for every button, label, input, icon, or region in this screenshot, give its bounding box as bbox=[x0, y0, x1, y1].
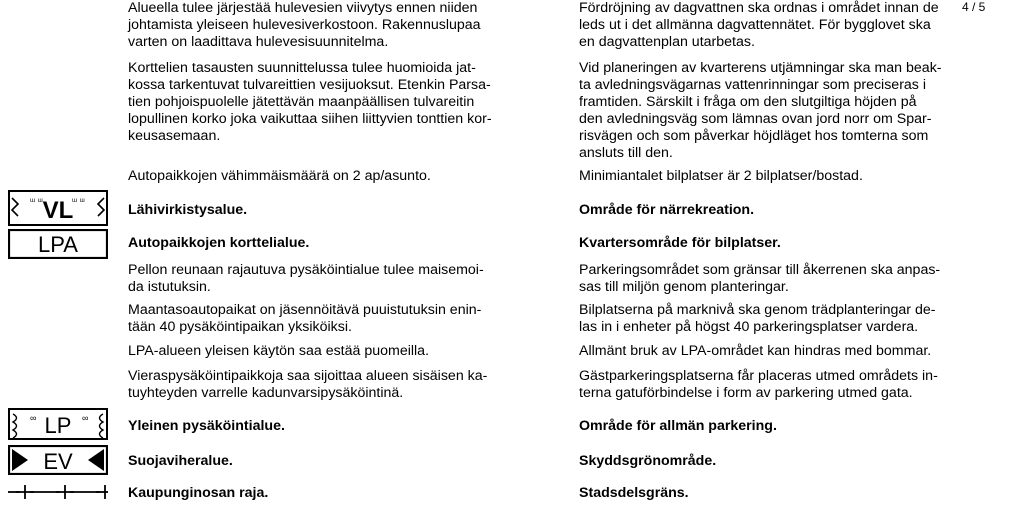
zone-title-fi: Lähivirkistysalue. bbox=[128, 202, 248, 218]
svg-text:∞: ∞ bbox=[82, 413, 89, 423]
regulation-fi-line: Autopaikkojen vähimmäismäärä on 2 ap/asunto. bbox=[128, 168, 431, 184]
regulation-sv-line: risvägen och som påverkar höjdläget hos tomterna som bbox=[579, 128, 929, 144]
lp-zone-symbol bbox=[8, 408, 108, 440]
regulation-fi-line: LPA-alueen yleisen käytön saa estää puomeilla. bbox=[128, 343, 430, 359]
lpa-zone-symbol bbox=[8, 229, 108, 259]
regulation-fi-line: Korttelien tasausten suunnittelussa tulee huomioida jat- bbox=[128, 60, 476, 76]
regulation-sv-line: Minimiantalet bilplatser är 2 bilplatser/bostad. bbox=[579, 168, 863, 184]
zone-title-sv: Skyddsgrönområde. bbox=[579, 453, 717, 469]
regulation-fi-line: tien pohjoispuolelle jätettävän maanpäällisen tulvareitin bbox=[128, 94, 475, 110]
svg-text:EV: EV bbox=[43, 449, 73, 474]
zone-title-sv: Område för närrekreation. bbox=[579, 202, 755, 218]
page-number: 4 / 5 bbox=[962, 0, 986, 14]
regulation-sv-line: framtiden. Särskilt i fråga om den slutgiltiga höjden på bbox=[579, 94, 917, 110]
zone-title-fi: Yleinen pysäköintialue. bbox=[128, 418, 285, 434]
regulation-fi-line: varten on laadittava hulevesisuunnitelma. bbox=[128, 34, 389, 50]
regulation-fi-line: Alueella tulee järjestää hulevesien viivytys ennen niiden bbox=[128, 0, 478, 16]
svg-text:∞: ∞ bbox=[30, 413, 37, 423]
zone-title-fi: Autopaikkojen korttelialue. bbox=[128, 235, 310, 251]
regulation-sv-line: Fördröjning av dagvattnen ska ordnas i området innan de bbox=[579, 0, 939, 16]
regulation-sv-line: Allmänt bruk av LPA-området kan hindras med bommar. bbox=[579, 343, 932, 359]
regulation-fi-line: keusasemaan. bbox=[128, 128, 221, 144]
regulation-sv-line: las in i enheter på högst 40 parkeringsplatser vardera. bbox=[579, 319, 919, 335]
zone-title-sv: Kvartersområde för bilplatser. bbox=[579, 235, 781, 251]
regulation-sv-line: sas till miljön genom planteringar. bbox=[579, 279, 789, 295]
regulation-sv-line: Parkeringsområdet som gränsar till åkerrenen ska anpas- bbox=[579, 262, 941, 278]
regulation-sv-line: den avledningsväg som lämnas ovan jord norr om Spar- bbox=[579, 111, 932, 127]
svg-text:LPA: LPA bbox=[38, 232, 78, 257]
zone-title-fi: Kaupunginosan raja. bbox=[128, 485, 269, 501]
regulation-fi-line: Vieraspysäköintipaikkoja saa sijoittaa alueen sisäisen ka- bbox=[128, 368, 488, 384]
regulation-sv-line: en dagvattenplan utarbetas. bbox=[579, 34, 755, 50]
regulation-sv-line: ansluts till den. bbox=[579, 145, 673, 161]
ev-zone-symbol bbox=[8, 445, 108, 475]
regulation-fi-line: johtamista yleiseen hulevesiverkostoon. Rakennuslupaa bbox=[128, 17, 481, 33]
svg-text:ᵚ ᵚ: ᵚ ᵚ bbox=[30, 196, 43, 206]
regulation-fi-line: kossa tarkentuvat tulvareittien vesijuoksut. Etenkin Parsa- bbox=[128, 77, 491, 93]
regulation-sv-line: Gästparkeringsplatserna får placeras utmed områdets in- bbox=[579, 368, 938, 384]
zone-title-sv: Område för allmän parkering. bbox=[579, 418, 777, 434]
regulation-fi-line: tään 40 pysäköintipaikan yksiköiksi. bbox=[128, 319, 352, 335]
svg-text:VL: VL bbox=[42, 197, 74, 224]
district-boundary-symbol bbox=[8, 482, 108, 502]
zone-title-sv: Stadsdelsgräns. bbox=[579, 485, 689, 501]
regulation-sv-line: terna gatuförbindelse i form av parkering utmed gata. bbox=[579, 385, 913, 401]
svg-text:LP: LP bbox=[44, 413, 72, 438]
regulation-fi-line: lopullinen korko joka vaikuttaa siihen liittyvien tonttien kor- bbox=[128, 111, 492, 127]
regulation-sv-line: ta avledningsvägarnas vattenrinningar som preciseras i bbox=[579, 77, 926, 93]
regulation-sv-line: Vid planeringen av kvarterens utjämningar ska man beak- bbox=[579, 60, 942, 76]
regulation-sv-line: leds ut i det allmänna dagvattennätet. För bygglovet ska bbox=[579, 17, 931, 33]
svg-text:ᵚ ᵚ: ᵚ ᵚ bbox=[72, 196, 85, 206]
regulation-fi-line: Pellon reunaan rajautuva pysäköintialue tulee maisemoi- bbox=[128, 262, 484, 278]
regulation-fi-line: da istutuksin. bbox=[128, 279, 211, 295]
regulation-fi-line: tuyhteyden varrelle kadunvarsipysäköintinä. bbox=[128, 385, 404, 401]
regulation-sv-line: Bilplatserna på marknivå ska genom trädplanteringar de- bbox=[579, 302, 936, 318]
vl-zone-symbol bbox=[8, 190, 108, 226]
regulation-fi-line: Maantasoautopaikat on jäsennöitävä puuistutuksin enin- bbox=[128, 302, 482, 318]
zone-title-fi: Suojaviheralue. bbox=[128, 453, 233, 469]
